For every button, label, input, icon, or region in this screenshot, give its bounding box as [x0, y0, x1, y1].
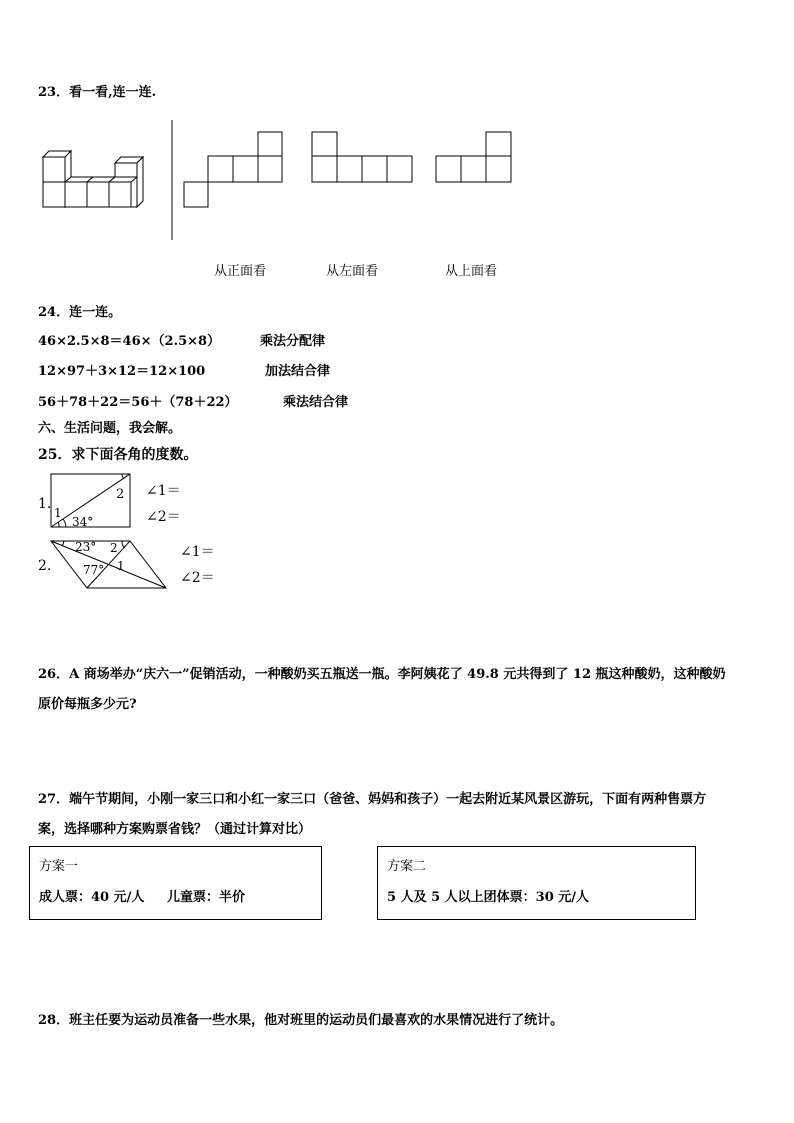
view-label-front: 从正面看	[214, 264, 267, 279]
plan-2-box	[377, 846, 696, 920]
q27-line-1: 27．端午节期间，小刚一家三口和小红一家三口（爸爸、妈妈和孩子）一起去附近某风景区游玩，下面有两种售票方	[38, 792, 707, 807]
q24-title: 24．连一连。	[38, 305, 122, 320]
q25-title: 25．求下面各角的度数。	[38, 447, 198, 463]
view-shape-3	[435, 131, 515, 185]
q25-fig2-label-1: 1	[117, 559, 125, 573]
cube-solid-figure	[40, 155, 155, 210]
view-label-top: 从上面看	[445, 264, 498, 279]
q25-parallelogram-figure	[50, 540, 168, 592]
plan-1-adult-price: 成人票：40 元/人	[39, 890, 145, 905]
view-shape-1	[183, 131, 285, 209]
q25-fig1-label-1: 1	[54, 506, 62, 520]
plan-1-child-price: 儿童票：半价	[167, 890, 246, 905]
q24-law-3: 乘法结合律	[283, 395, 349, 410]
q25-fig1-answer-2: ∠2＝	[146, 509, 181, 525]
q25-fig2-answer-2: ∠2＝	[180, 570, 215, 586]
q25-fig2-given-angle-a: 23°	[75, 540, 97, 554]
view-label-left: 从左面看	[326, 264, 379, 279]
plan-1-title: 方案一	[39, 859, 79, 874]
plan-2-group-price: 5 人及 5 人以上团体票：30 元/人	[387, 890, 590, 905]
q26-line-1: 26．A 商场举办“庆六一”促销活动，一种酸奶买五瓶送一瓶。李阿姨花了 49.8 元共得到了 12 瓶这种酸奶，这种酸奶	[38, 667, 726, 682]
q24-law-2: 加法结合律	[265, 364, 331, 379]
q25-fig1-answer-1: ∠1＝	[146, 483, 181, 499]
q25-fig1-label-2: 2	[116, 487, 125, 502]
q25-fig1-given-angle: 34°	[72, 515, 94, 529]
q27-line-2: 案，选择哪种方案购票省钱？（通过计算对比）	[38, 822, 312, 837]
plan-2-title: 方案二	[387, 859, 427, 874]
q24-expression-3: 56＋78＋22＝56＋（78＋22）	[38, 395, 238, 410]
q24-expression-1: 46×2.5×8＝46×（2.5×8）	[38, 334, 221, 349]
q23-title: 23．看一看,连一连.	[38, 85, 157, 100]
q25-fig2-answer-1: ∠1＝	[180, 544, 215, 560]
view-shape-2	[311, 131, 415, 185]
plan-1-box	[29, 846, 322, 920]
q25-fig1-number: 1.	[38, 496, 52, 512]
q25-fig2-given-angle-b: 77°	[83, 563, 105, 577]
section6-title: 六、生活问题，我会解。	[38, 421, 182, 436]
q26-line-2: 原价每瓶多少元?	[38, 697, 137, 712]
divider-line	[170, 120, 174, 242]
q25-fig2-label-2: 2	[110, 541, 118, 555]
q24-expression-2: 12×97＋3×12＝12×100	[38, 364, 206, 379]
q25-fig2-number: 2.	[38, 558, 52, 574]
q24-law-1: 乘法分配律	[260, 334, 326, 349]
q28-line-1: 28．班主任要为运动员准备一些水果，他对班里的运动员们最喜欢的水果情况进行了统计。	[38, 1013, 564, 1028]
